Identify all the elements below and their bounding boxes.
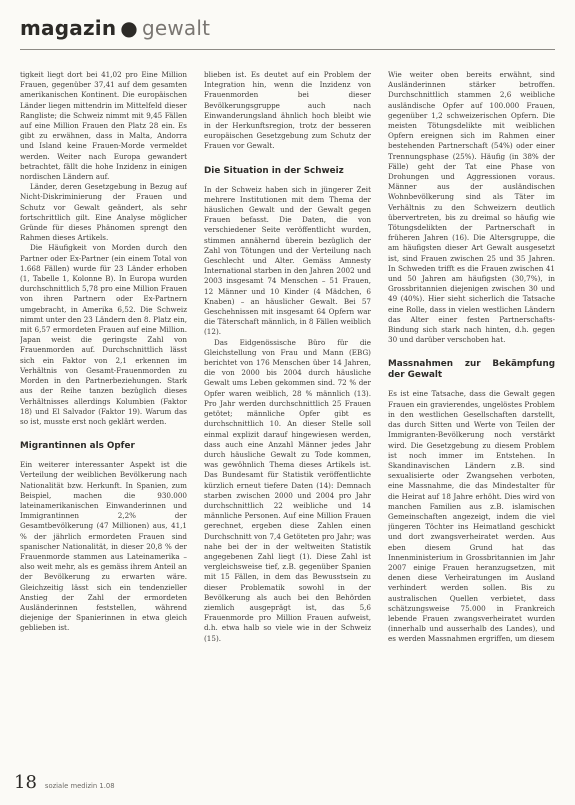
section-heading: Massnahmen zur Bekämpfung der Gewalt — [388, 359, 555, 381]
body-paragraph: Ein weiterer interessanter Aspekt ist die Verteilung der weiblichen Bevölkerung nach Nationalität bzw. Herkunft. In Spanien, zum Beispiel, machen die 930.000 lateinamerikanischen Einwanderinnen und Immigrantinnen 2,2% der Gesamtbevölkerung (47 Millionen) aus, 41,1 % der jährlich ermordeten Frauen sind spanischer Nationalität, in dieser 20,8 % der Frauenmorde stammen aus Lateinamerika – also weit mehr, als es gemäss ihrem Anteil an der Bevölkerung zu erwarten wäre. Gleichzeitig lässt sich ein tendenzieller Anstieg der Zahl der ermordeten Ausländerinnen feststellen, während diejenige der Spanierinnen in etwa gleich geblieben ist. — [20, 460, 187, 633]
section-label: gewalt — [141, 16, 211, 40]
body-paragraph: Die Häufigkeit von Morden durch den Partner oder Ex-Partner (ein einem Total von 1.668 Fällen) wurde für 23 Länder erhoben (1, Tabelle 1, Kolonne B). In Europa wurden durchschnittlich 5,78 pro eine Million Frauen von ihren Partnern oder Ex-Partnern umgebracht, in Amerika 6,52. Die Schweiz nimmt unter den 23 Ländern den 8. Platz ein, mit 6,57 ermordeten Frauen auf eine Million. Japan weist die geringste Zahl von Frauenmorden auf. Durchschnittlich lässt sich ein Faktor von 2,1 erkennen im Verhältnis von Gesamt-Frauenmorden zu Morden in den Partnerbeziehungen. Stark aus der Reihe tanzen bezüglich dieses Verhältnisses allerdings Kolumbien (Faktor 18) und El Salvador (Faktor 19). Warum das so ist, musste erst noch geklärt werden. — [20, 243, 187, 426]
bullet-separator: ● — [120, 16, 138, 40]
magazine-label: magazin — [20, 16, 117, 40]
body-paragraph: tigkeit liegt dort bei 41,02 pro Eine Million Frauen, gegenüber 37,41 auf dem gesamten amerikanischen Kontinent. Die europäischen Länder liegen mittendrin im Mittelfeld dieser Rangliste; die Schweiz nimmt mit 9,45 Fällen auf eine Million Frauen den Platz 28 ein. Es gibt zu erwähnen, dass in Malta, Andorra und Island keine Frauen-Morde vermeldet werden. Weiter nach Europa gewandert betrachtet, fällt die hohe Inzidenz in einigen nordischen Ländern auf. — [20, 70, 187, 182]
body-paragraph: Es ist eine Tatsache, dass die Gewalt gegen Frauen ein gravierendes, ungelöstes Problem in den westlichen Gesellschaften darstellt, das durch Sitten und Werte von Teilen der Immigranten-Bevölkerung noch verstärkt wird. Die Gesetzgebung zu diesem Problem ist noch immer im Entstehen. In Skandinavischen Ländern z.B. sind sexualisierte oder Zwangsehen verboten, eine Massnahme, die das Mindestalter für die Heirat auf 18 Jahre erhöht. Dies wird von manchen Familien aus z.B. islamischen Gemeinschaften angezeigt, indem die viel jüngeren Töchter ins Heimatland geschickt und dort zwangsverheiratet werden. Aus eben diesem Grund hat das Innenministerium in Grossbritannien im Jahr 2007 einige Frauen heranzugsetzen, mit denen diese Verheiratungen im Ausland verhindert werden sollen. Bis zu australischen Quellen verbietet, dass schätzungsweise 75.000 in Frankreich lebende Frauen zwangsverheiratet wurden (innerhalb und ausserhalb des Landes), und es werden Massnahmen ergriffen, um diesem — [388, 389, 555, 644]
section-heading: Die Situation in der Schweiz — [204, 165, 344, 176]
text-column-3 — [388, 70, 555, 770]
text-column-1 — [20, 70, 187, 770]
section-heading: Migrantinnen als Opfer — [20, 441, 135, 452]
body-paragraph: Das Eidgenössische Büro für die Gleichstellung von Frau und Mann (EBG) berichtet von 176 Menschen über 14 Jahren, die von 2000 bis 2004 durch häusliche Gewalt ums Leben gekommen sind. 72 % der Opfer waren weiblich, 28 % männlich (13). Pro Jahr werden durchschnittlich 25 Frauen getötet; männliche Opfer gibt es durchschnittlich 10. An dieser Stelle soll einmal explizit darauf hingewiesen werden, dass auch eine Anzahl Männer jedes Jahr durch häusliche Gewalt zu Tode kommen, was gewöhnlich Thema dieses Artikels ist. Das Bundesamt für Statistik veröffentlichte kürzlich erneut tiefere Daten (14): Demnach starben zwischen 2000 und 2004 pro Jahr durchschnittlich 22 weibliche und 14 männliche Personen. Auf eine Million Frauen gerechnet, ergeben diese Zahlen einen Durchschnitt von 7,4 Getöteten pro Jahr; was nahe bei der in der weltweiten Statistik angegebenen Zahl liegt (1). Diese Zahl ist vergleichsweise tief, z.B. gegenüber Spanien mit 15 Fällen, in dem das Bewusstsein zu dieser Problematik sowohl in der Bevölkerung als auch bei den Behörden ziemlich ausgeprägt ist, das 5,6 Frauenmorde pro Million Frauen aufweist, d.h. etwa halb so viele wie in der Schweiz (15). — [204, 337, 371, 643]
body-paragraph: blieben ist. Es deutet auf ein Problem der Integration hin, wenn die Inzidenz von Frauenmorden bei dieser Bevölkerungsgruppe auch nach Einwanderungsland ähnlich hoch bleibt wie in der Herkunftsregion, trotz der besseren europäischen Gesetzgebung zum Schutz der Frauen vor Gewalt. — [204, 70, 371, 151]
section-header — [20, 16, 210, 40]
page-number: 18 — [14, 772, 37, 793]
body-paragraph: Wie weiter oben bereits erwähnt, sind Ausländerinnen stärker betroffen. Durchschnittlich stammen 2,6 weibliche ausländische Opfer auf 100.000 Frauen, gegenüber 1,2 schweizerischen Opfern. Die meisten Tötungsdelikte mit weiblichen Opfern ereignen sich im Rahmen einer bestehenden Partnerschaft (54%) oder einer Trennungsphase (25%). Häufig (in 38% der Fälle) geht der Tat eine Phase von Drohungen und Aggressionen voraus. Männer aus der ausländischen Wohnbevölkerung sind als Täter im Verhältnis zu den Schweizern deutlich übervertreten, bis zu dreimal so häufig wie Tötungsdelikten der Partnerschaft in früheren Jahren (16). Die Altersgruppe, die am häufigsten dieser Art Gewalt ausgesetzt ist, sind Frauen zwischen 25 und 35 Jahren. In Schweden trifft es die Frauen zwischen 41 und 50 Jahren am häufigsten (30,7%), in Grossbritannien diejenigen zwischen 30 und 49 (40%). Hier sieht sicherlich die Tatsache eine Rolle, dass in vielen westlichen Ländern das Alter einer festen Partnerschafts-Bindung sich stark nach hinten, d.h. gegen 30 und darüber verschoben hat. — [388, 70, 555, 345]
header-rule — [20, 49, 555, 50]
text-column-2 — [204, 70, 371, 770]
body-paragraph: In der Schweiz haben sich in jüngerer Zeit mehrere Institutionen mit dem Thema der häuslichen Gewalt und der Gewalt gegen Frauen befasst. Die Daten, die von verschiedener Seite veröffentlicht wurden, stimmen annähernd überein bezüglich der Zahl von Tötungen und der Verteilung nach Geschlecht und Alter. Gemäss Amnesty International starben in den Jahren 2002 und 2003 insgesamt 74 Menschen – 51 Frauen, 12 Männer und 10 Kinder (4 Mädchen, 6 Knaben) – an häuslicher Gewalt. Bei 57 Geschehnissen mit insgesamt 64 Opfern war die Täterschaft männlich, in 8 Fällen weiblich (12). — [204, 184, 371, 337]
body-paragraph: Länder, deren Gesetzgebung in Bezug auf Nicht-Diskriminierung der Frauen und Schutz vor Gewalt geändert, als sehr fortschrittlich gilt. Eine Analyse möglicher Gründe für dieses Phänomen sprengt den Rahmen dieses Artikels. — [20, 182, 187, 243]
page-footer — [14, 772, 115, 793]
publication-source: soziale medizin 1.08 — [44, 782, 115, 790]
